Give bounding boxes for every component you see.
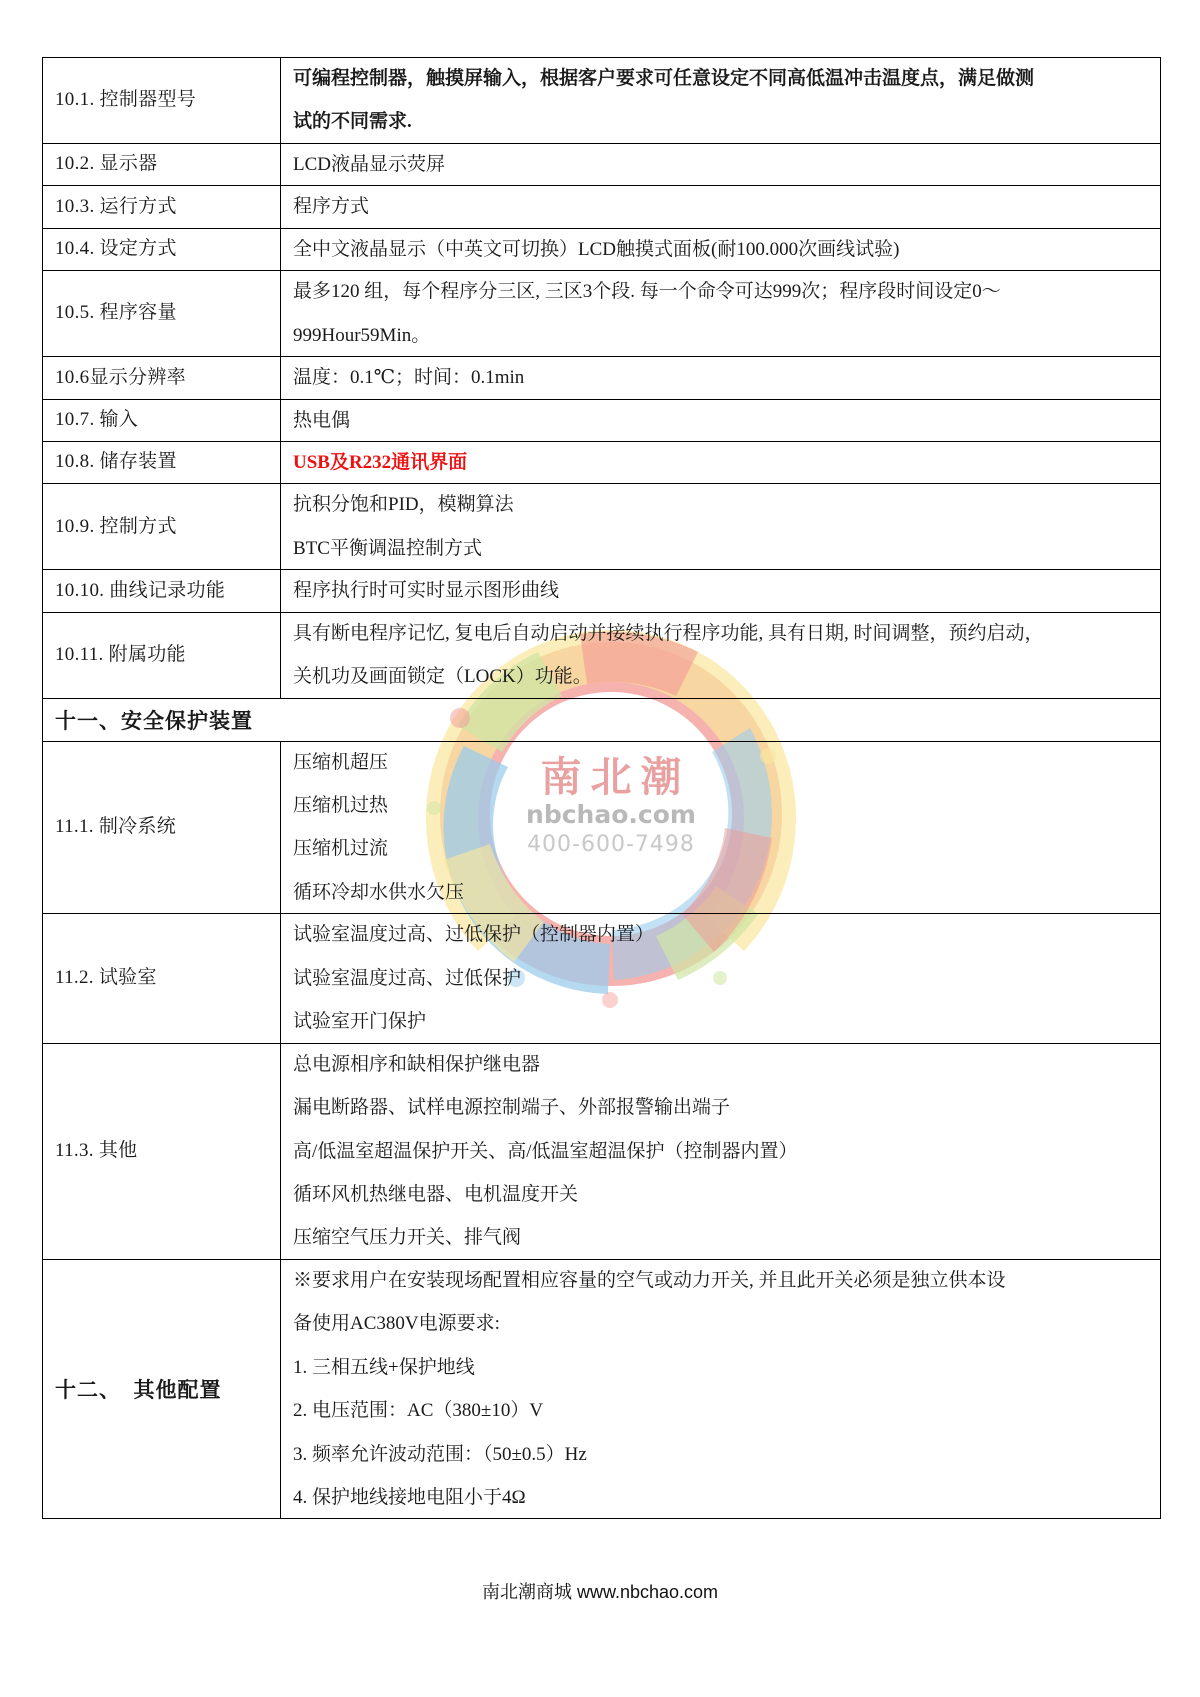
- table-row: [43, 58, 1161, 144]
- value-line: 3. 频率允许波动范围：（50±0.5）Hz: [293, 1443, 587, 1465]
- table-row: [43, 228, 1161, 270]
- value-line: 试验室温度过高、过低保护: [293, 967, 522, 989]
- value-line: 抗积分饱和PID，模糊算法: [293, 494, 514, 516]
- value-line: 2. 电压范围：AC（380±10）V: [293, 1400, 544, 1422]
- watermark-brand: 南北潮: [540, 754, 691, 800]
- table-row: [43, 914, 1161, 1043]
- specification-table: [42, 57, 1161, 1519]
- value-line: 压缩机超压: [293, 751, 389, 773]
- page-footer: 南北潮商城 www.nbchao.com: [481, 1582, 719, 1602]
- row-value: [281, 271, 1161, 357]
- value-line: 漏电断路器、试样电源控制端子、外部报警输出端子: [293, 1097, 731, 1119]
- row-value: [281, 58, 1161, 144]
- value-line: 总电源相序和缺相保护继电器: [293, 1053, 541, 1075]
- value-line: 全中文液晶显示（中英文可切换）LCD触摸式面板(耐100.000次画线试验): [293, 238, 900, 260]
- table-row: [43, 1259, 1161, 1519]
- table-row: [43, 143, 1161, 185]
- value-line: 4. 保护地线接地电阻小于4Ω: [293, 1487, 526, 1508]
- value-line: 热电偶: [293, 409, 351, 431]
- row-value: [281, 914, 1161, 1043]
- value-line: BTC平衡调温控制方式: [293, 537, 482, 559]
- table-row: [43, 741, 1161, 914]
- row-label: 10.10. 曲线记录功能: [43, 570, 281, 612]
- table-row: [43, 1043, 1161, 1259]
- row-value: [281, 570, 1161, 612]
- table-row: [43, 271, 1161, 357]
- value-line: 试验室开门保护: [293, 1011, 427, 1033]
- table-row: [43, 357, 1161, 399]
- value-line: 1. 三相五线+保护地线: [293, 1356, 475, 1378]
- value-line: 可编程控制器，触摸屏输入，根据客户要求可任意设定不同高低温冲击温度点，满足做测: [293, 68, 1035, 89]
- row-label: 10.1. 控制器型号: [43, 58, 281, 144]
- value-line: 程序执行时可实时显示图形曲线: [293, 580, 560, 602]
- row-label: 11.2. 试验室: [43, 914, 281, 1043]
- row-label: 10.11. 附属功能: [43, 612, 281, 698]
- row-value: [281, 228, 1161, 270]
- row-value: [281, 741, 1161, 914]
- watermark-site: nbchao.com: [526, 800, 696, 830]
- row-value: [281, 1043, 1161, 1259]
- row-label: 10.6显示分辨率: [43, 357, 281, 399]
- row-label: 10.8. 储存装置: [43, 441, 281, 483]
- value-line: ※要求用户在安装现场配置相应容量的空气或动力开关, 并且此开关必须是独立供本设: [293, 1269, 1006, 1291]
- row-label: 10.5. 程序容量: [43, 271, 281, 357]
- value-line: 压缩机过流: [293, 838, 389, 860]
- watermark-phone: 400-600-7498: [527, 832, 695, 858]
- section-title-12: [43, 1259, 281, 1519]
- row-label: 10.9. 控制方式: [43, 484, 281, 570]
- row-value: [281, 186, 1161, 228]
- value-line: 关机功及画面锁定（LOCK）功能。: [293, 666, 592, 688]
- row-label: 10.2. 显示器: [43, 143, 281, 185]
- value-line: LCD液晶显示荧屏: [293, 153, 446, 175]
- section-header-row: [43, 698, 1161, 741]
- table-row: [43, 186, 1161, 228]
- value-line: 999Hour59Min。: [293, 324, 431, 346]
- row-value: [281, 143, 1161, 185]
- value-line: 循环风机热继电器、电机温度开关: [293, 1183, 579, 1205]
- value-line: 试验室温度过高、过低保护（控制器内置）: [293, 924, 655, 946]
- row-label: 10.4. 设定方式: [43, 228, 281, 270]
- value-line: 高/低温室超温保护开关、高/低温室超温保护（控制器内置）: [293, 1140, 798, 1162]
- row-value: [281, 612, 1161, 698]
- row-value: [281, 357, 1161, 399]
- table-row: [43, 441, 1161, 483]
- row-label: 10.7. 输入: [43, 399, 281, 441]
- value-line: 循环冷却水供水欠压: [293, 881, 465, 903]
- value-line: 备使用AC380V电源要求:: [293, 1313, 500, 1335]
- table-row: [43, 484, 1161, 570]
- value-line-highlight: USB及R232通讯界面: [293, 451, 468, 473]
- table-row: [43, 612, 1161, 698]
- row-label: 10.3. 运行方式: [43, 186, 281, 228]
- row-value: [281, 484, 1161, 570]
- value-line: 具有断电程序记忆, 复电后自动启动并接续执行程序功能, 具有日期, 时间调整，预约启动，: [293, 622, 1044, 644]
- value-line: 温度：0.1℃；时间：0.1min: [293, 367, 525, 389]
- row-value: [281, 399, 1161, 441]
- table-row: [43, 570, 1161, 612]
- row-label: 11.1. 制冷系统: [43, 741, 281, 914]
- value-line: 压缩空气压力开关、排气阀: [293, 1227, 522, 1249]
- value-line: 最多120 组，每个程序分三区, 三区3个段. 每一个命令可达999次；程序段时间设定0～: [293, 281, 1001, 303]
- row-label: 11.3. 其他: [43, 1043, 281, 1259]
- row-value: [281, 441, 1161, 483]
- section-12-label-text: 十二、 其他配置: [55, 1378, 222, 1403]
- value-line: 试的不同需求.: [293, 111, 412, 133]
- row-value: [281, 1259, 1161, 1519]
- table-row: [43, 399, 1161, 441]
- section-title-11: 十一、安全保护装置: [43, 698, 1161, 741]
- value-line: 程序方式: [293, 196, 370, 218]
- value-line: 压缩机过热: [293, 795, 389, 816]
